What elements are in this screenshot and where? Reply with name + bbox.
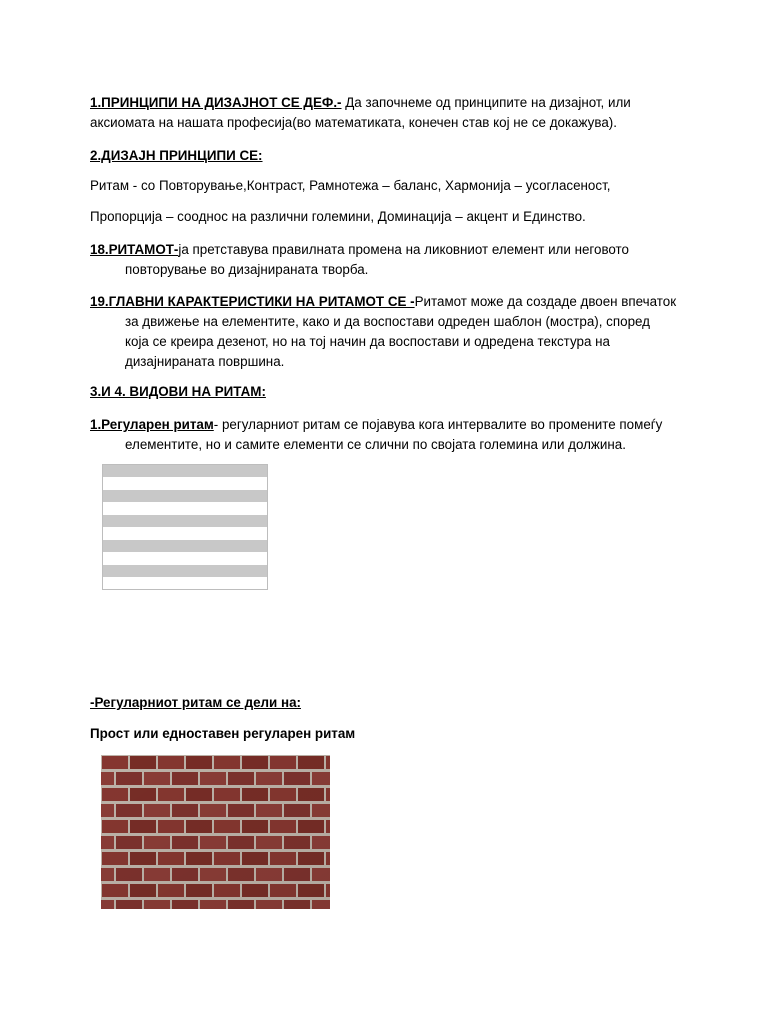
stripe <box>103 490 267 502</box>
stripe <box>103 540 267 552</box>
heading-regular-rhythm: 1.Регуларен ритам <box>90 417 214 432</box>
stripe <box>103 565 267 577</box>
text-regular-rhythm-line2: елементите, но и самите елементи се слични по својата големина или должина. <box>125 437 626 452</box>
heading-rhythm: 18.РИТАМОТ- <box>90 242 179 257</box>
heading-regular-rhythm-divides: -Регуларниот ритам се дели на: <box>90 695 301 710</box>
paragraph-principles-definition <box>90 93 690 133</box>
text-rhythm-line1: ја претставува правилната промена на ликовниот елемент или неговото <box>178 242 629 257</box>
brick-wall-image <box>101 755 330 909</box>
text-design-principles-line1: Ритам - со Повторување,Контраст, Рамнотежа – баланс, Хармонија – усогласеност, <box>90 178 611 193</box>
paragraph-regular-rhythm <box>90 415 690 455</box>
heading-rhythm-characteristics: 19.ГЛАВНИ КАРАКТЕРИСТИКИ НА РИТАМОТ СЕ - <box>90 294 415 309</box>
text-characteristics-line1: Ритамот може да создаде двоен впечаток <box>414 294 677 309</box>
text-simple-regular-rhythm: Прост или едноставен регуларен ритам <box>90 726 356 741</box>
text-principles-definition-line1: Да започнеме од принципите на дизајнот, или <box>341 95 631 110</box>
heading-rhythm-types: 3.И 4. ВИДОВИ НА РИТАМ: <box>90 384 266 399</box>
stripe <box>103 465 267 477</box>
text-characteristics-line4: дизајнираната површина. <box>125 354 285 369</box>
paragraph-rhythm-definition <box>90 240 690 280</box>
heading-principles-definition: 1.ПРИНЦИПИ НА ДИЗАЈНОТ СЕ ДЕФ.- <box>90 95 342 110</box>
text-design-principles-line2: Пропорција – сооднос на различни големини, Доминација – акцент и Единство. <box>90 209 586 224</box>
text-rhythm-line2: повторување во дизајнираната творба. <box>125 262 369 277</box>
text-principles-definition-line2: аксиомата на нашата професија(во математиката, конечен став кој не се докажува). <box>90 115 617 130</box>
stripe <box>103 515 267 527</box>
text-characteristics-line3: која се креира дезенот, но на тој начин да воспостави и одредена текстура на <box>125 334 610 349</box>
heading-design-principles: 2.ДИЗАЈН ПРИНЦИПИ СЕ: <box>90 148 263 163</box>
stripes-illustration <box>102 464 268 590</box>
paragraph-rhythm-characteristics <box>90 292 690 372</box>
text-regular-rhythm-line1: - регуларниот ритам се појавува кога интервалите во промените помеѓу <box>213 417 663 432</box>
text-characteristics-line2: за движење на елементите, како и да воспостави одреден шаблон (мостра), според <box>125 314 650 329</box>
